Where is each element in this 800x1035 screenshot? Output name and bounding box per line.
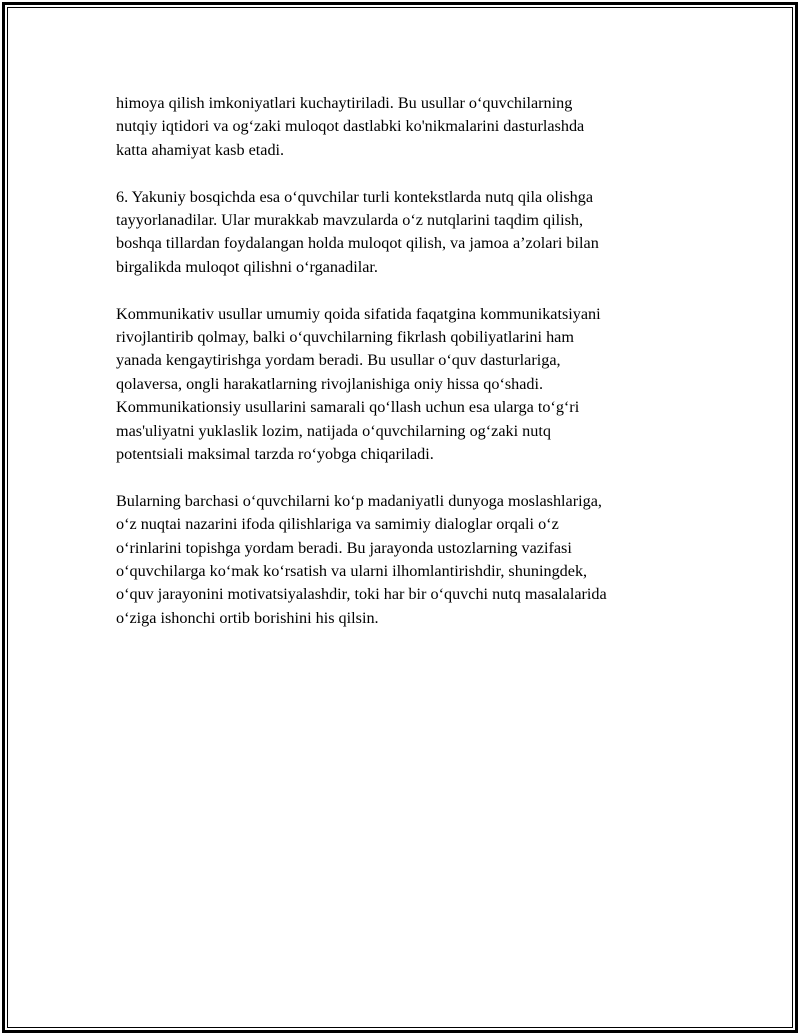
- text-line: o‘quvchilarga ko‘mak ko‘rsatish va ularni ilhomlantirishdir, shuningdek,: [116, 562, 588, 581]
- text-line: Kommunikativ usullar umumiy qoida sifatida faqatgina kommunikatsiyani: [116, 304, 601, 323]
- text-line: o‘quv jarayonini motivatsiyalashdir, toki har bir o‘quvchi nutq masalalarida: [116, 585, 607, 604]
- text-line: o‘z nuqtai nazarini ifoda qilishlariga va samimiy dialoglar orqali o‘z: [116, 515, 559, 534]
- text-line: Bularning barchasi o‘quvchilarni ko‘p madaniyatli dunyoga moslashlariga,: [116, 491, 602, 510]
- text-line: katta ahamiyat kasb etadi.: [116, 140, 285, 159]
- text-line: Kommunikationsiy usullarini samarali qo‘llash uchun esa ularga to‘g‘ri: [116, 398, 580, 417]
- text-line: himoya qilish imkoniyatlari kuchaytiriladi. Bu usullar o‘quvchilarning: [116, 94, 573, 112]
- text-line: rivojlantirib qolmay, balki o‘quvchilarning fikrlash qobiliyatlarini ham: [116, 328, 574, 347]
- text-line: o‘rinlarini topishga yordam beradi. Bu jarayonda ustozlarning vazifasi: [116, 538, 572, 557]
- paragraph-3: [116, 303, 691, 467]
- text-line: yanada kengaytirishga yordam beradi. Bu usullar o‘quv dasturlariga,: [116, 351, 561, 370]
- text-line: nutqiy iqtidori va og‘zaki muloqot dastlabki ko'nikmalarini dasturlashda: [116, 117, 585, 136]
- paragraph-1: [116, 92, 691, 162]
- text-line: mas'uliyatni yuklaslik lozim, natijada o‘quvchilarning og‘zaki nutq: [116, 421, 551, 440]
- text-line: potentsiali maksimal tarzda ro‘yobga chiqariladi.: [116, 445, 434, 464]
- text-line: birgalikda muloqot qilishni o‘rganadilar.: [116, 257, 378, 276]
- paragraph-4: [116, 490, 691, 630]
- text-line: o‘ziga ishonchi ortib borishini his qilsin.: [116, 608, 379, 627]
- document-body: [116, 92, 691, 654]
- text-line: 6. Yakuniy bosqichda esa o‘quvchilar turli kontekstlarda nutq qila olishga: [116, 187, 593, 206]
- paragraph-2: [116, 186, 691, 280]
- text-line: tayyorlanadilar. Ular murakkab mavzularda o‘z nutqlarini taqdim qilish,: [116, 211, 584, 230]
- text-line: boshqa tillardan foydalangan holda muloqot qilish, va jamoa a’zolari bilan: [116, 234, 599, 253]
- text-line: qolaversa, ongli harakatlarning rivojlanishiga oniy hissa qo‘shadi.: [116, 374, 544, 393]
